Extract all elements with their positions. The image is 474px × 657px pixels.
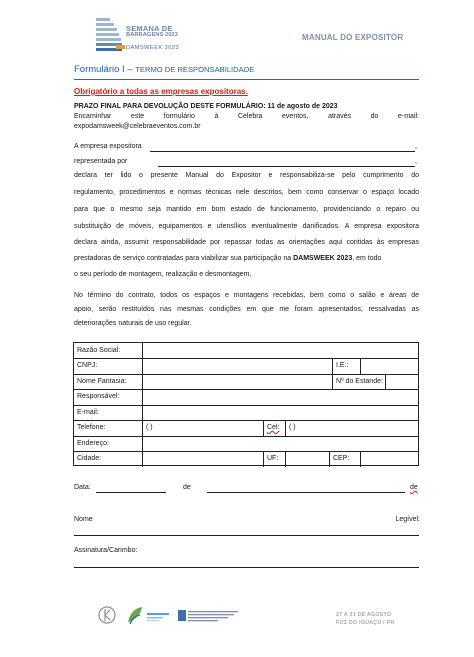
body-line-5: declara ainda, assumir responsabilidade por repassar todas as orientações aqui contidas às empresas: [74, 239, 419, 246]
form-title: [74, 64, 254, 75]
endereco-label: Endereço:: [77, 440, 109, 447]
body-line-6c: , em todo: [352, 255, 382, 262]
table-row-divider: [74, 420, 418, 421]
cidade-label: Cidade:: [77, 455, 102, 462]
responsavel-label: Responsável:: [77, 393, 120, 400]
institution-logo-icon: [178, 609, 240, 623]
uf-label: UF:: [267, 455, 279, 462]
footer-logo-4: [178, 609, 240, 628]
date-de-1: de: [183, 484, 191, 491]
col-divider: [263, 420, 264, 436]
name-field[interactable]: [74, 535, 419, 536]
col-divider: [360, 451, 361, 467]
form-title-suffix: TERMO DE RESPONSABILIDADE: [135, 65, 255, 74]
col-divider: [332, 358, 333, 374]
table-row-divider: [74, 389, 418, 390]
exhibitor-data-table: [73, 342, 419, 466]
deadline-notice: PRAZO FINAL PARA DEVOLUÇÃO DESTE FORMULÁRIO: 11 de agosto de 2023: [74, 103, 338, 110]
col-divider: [329, 451, 330, 467]
end-line-3: deteriorações naturais de uso regular.: [74, 320, 192, 327]
body-line-7: o seu período de montagem, realização e desmontagem.: [74, 271, 252, 278]
col-divider: [285, 420, 286, 436]
table-row-divider: [74, 374, 418, 375]
signature-field[interactable]: [74, 567, 419, 568]
company-comma: ,: [415, 143, 417, 150]
representative-comma: ,: [415, 158, 417, 165]
leaf-emblem-icon: [126, 604, 144, 626]
end-line-2: apoio, serão restituídos nas mesmas condições em que me foram apresentados, ressalvadas as: [74, 306, 419, 313]
ie-label: I.E.:: [336, 362, 349, 369]
col-divider: [385, 374, 386, 389]
telefone-ddd[interactable]: ( ): [146, 424, 153, 431]
table-row-divider: [74, 436, 418, 437]
name-label: Nome: [74, 516, 93, 523]
cel-ddd[interactable]: ( ): [289, 424, 296, 431]
body-line-2: regulamento, procedimentos e normas técnicas nele descritos, bem como conservar o espaço locado: [74, 189, 419, 196]
logo-accent: [116, 45, 125, 49]
table-row-divider: [74, 451, 418, 452]
cnpj-label: CNPJ:: [77, 362, 98, 369]
col-divider: [360, 358, 361, 374]
event-dates: 27 A 31 DE AGOSTO: [336, 612, 392, 618]
partner-logo-icon: [147, 611, 169, 623]
signature-label: Assinatura/Carimbo:: [74, 547, 138, 554]
table-row-divider: [74, 405, 418, 406]
manual-title: MANUAL DO EXPOSITOR: [302, 33, 404, 42]
cel-label: Cel:: [267, 424, 280, 431]
title-divider: [74, 79, 419, 80]
company-field[interactable]: [150, 151, 415, 152]
represented-label: representada por: [74, 158, 128, 165]
date-day-field[interactable]: [96, 492, 166, 493]
razao-social-label: Razão Social:: [77, 347, 121, 354]
event-name: DAMSWEEK 2023: [293, 255, 353, 262]
logo-text-line1: SEMANA DE: [126, 24, 173, 33]
col-divider: [285, 451, 286, 467]
end-line-1: No término do contrato, todos os espaços e montagens recebidas, bem como o salão e áreas de: [74, 292, 419, 299]
footer-logo-1: [98, 604, 116, 631]
mandatory-notice: Obrigatório a todas as empresas expositoras.: [74, 87, 248, 96]
col-divider: [263, 451, 264, 467]
representative-field[interactable]: [158, 166, 415, 167]
label-column-divider: [142, 343, 143, 467]
col-divider: [332, 374, 333, 389]
logo-text-line3: DAMSWEEK 2023: [126, 45, 180, 51]
cep-label: CEP:: [333, 455, 350, 462]
body-line-1: declara ter lido o presente Manual do Expositor e responsabiliza-se pelo cumprimento do: [74, 172, 419, 179]
event-place: FOZ DO IGUAÇU / PR: [336, 620, 395, 626]
nome-fantasia-label: Nome Fantasia:: [77, 378, 127, 385]
event-logo: [96, 14, 206, 54]
table-row-divider: [74, 358, 418, 359]
logo-text-line2: BARRAGENS 2023: [126, 32, 178, 38]
date-month-field[interactable]: [207, 492, 405, 493]
date-de-2: de: [410, 484, 418, 491]
form-title-prefix: Formulário I –: [74, 64, 136, 75]
send-instruction: Encaminhar este formulário à Celebra eventos, através do e-mail:: [74, 113, 419, 120]
contact-email[interactable]: expodamsweek@celebraeventos.com.br: [74, 123, 201, 130]
footer-logo-3: [147, 610, 169, 628]
telefone-label: Telefone:: [77, 424, 106, 431]
email-label: E-mail:: [77, 409, 99, 416]
body-line-3: para que o mesmo seja mantido em bom estado de funcionamento, providenciando o reparo ou: [74, 206, 419, 213]
body-line-6: [74, 255, 419, 262]
circle-emblem-icon: [98, 604, 116, 626]
footer-logo-2: [126, 604, 144, 631]
body-line-6a: prestadoras de serviço contratadas para viabilizar sua participação na: [74, 255, 294, 262]
no-estande-label: Nº do Estande:: [336, 378, 383, 385]
company-label: A empresa expositora: [74, 143, 142, 150]
body-line-4: substituição de móveis, equipamentos e utensílios eventualmente danificados. A empresa expositora: [74, 223, 419, 230]
date-label: Data:: [74, 484, 91, 491]
legible-label: Legível:: [395, 516, 420, 523]
